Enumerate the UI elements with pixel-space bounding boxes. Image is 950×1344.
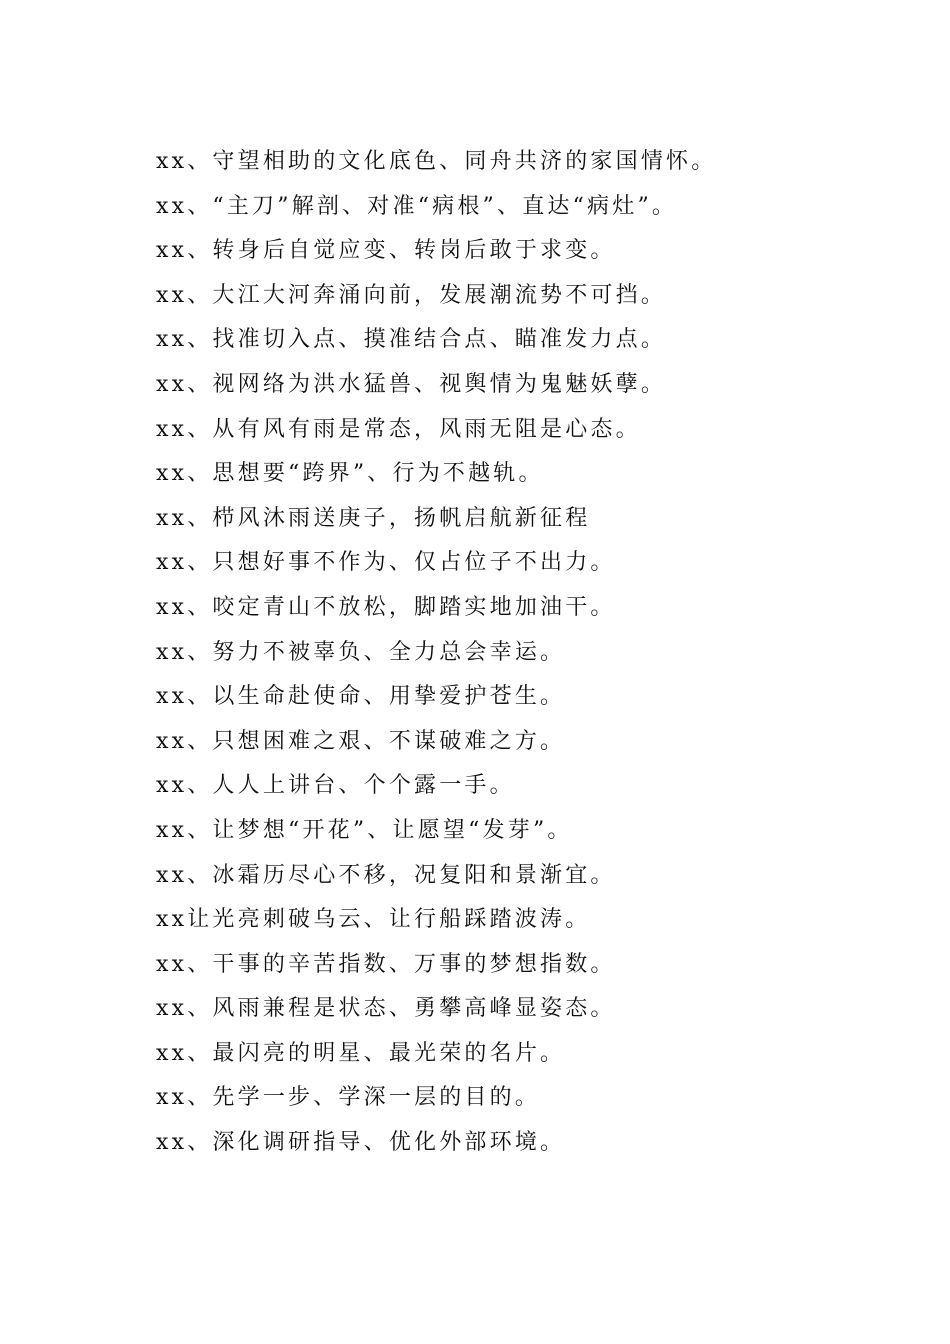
list-item: xx、冰霜历尽心不移，况复阳和景渐宜。 (156, 862, 616, 888)
list-item: xx、栉风沐雨送庚子，扬帆启航新征程 (156, 505, 591, 531)
list-item: xx、从有风有雨是常态，风雨无阻是心态。 (156, 416, 641, 442)
list-item: xx、先学一步、学深一层的目的。 (156, 1085, 541, 1111)
list-item: xx、让梦想“开花”、让愿望“发芽”。 (156, 817, 573, 843)
list-item: xx、视网络为洪水猛兽、视舆情为鬼魅妖孽。 (156, 371, 667, 397)
list-item: xx、咬定青山不放松，脚踏实地加油干。 (156, 594, 616, 620)
list-item: xx、大江大河奔涌向前，发展潮流势不可挡。 (156, 282, 667, 308)
list-item: xx、只想好事不作为、仅占位子不出力。 (156, 550, 616, 576)
list-item: xx、找准切入点、摸准结合点、瞄准发力点。 (156, 327, 667, 353)
list-item: xx、人人上讲台、个个露一手。 (156, 773, 515, 799)
list-item: xx、“主刀”解剖、对准“病根”、直达“病灶”。 (156, 193, 678, 219)
list-item: xx、只想困难之艰、不谋破难之方。 (156, 728, 566, 754)
list-item: xx、以生命赴使命、用挚爱护苍生。 (156, 684, 566, 710)
list-item: xx、转身后自觉应变、转岗后敢于求变。 (156, 238, 616, 264)
list-item: xx、努力不被辜负、全力总会幸运。 (156, 639, 566, 665)
list-item: xx、最闪亮的明星、最光荣的名片。 (156, 1040, 566, 1066)
list-item: xx、干事的辛苦指数、万事的梦想指数。 (156, 951, 616, 977)
list-item: xx让光亮刺破乌云、让行船踩踏波涛。 (156, 907, 591, 933)
list-item: xx、守望相助的文化底色、同舟共济的家国情怀。 (156, 149, 717, 174)
list-item: xx、深化调研指导、优化外部环境。 (156, 1130, 566, 1156)
list-item: xx、思想要“跨界”、行为不越轨。 (156, 461, 544, 487)
list-item: xx、风雨兼程是状态、勇攀高峰显姿态。 (156, 996, 616, 1022)
phrase-list (156, 140, 796, 1166)
